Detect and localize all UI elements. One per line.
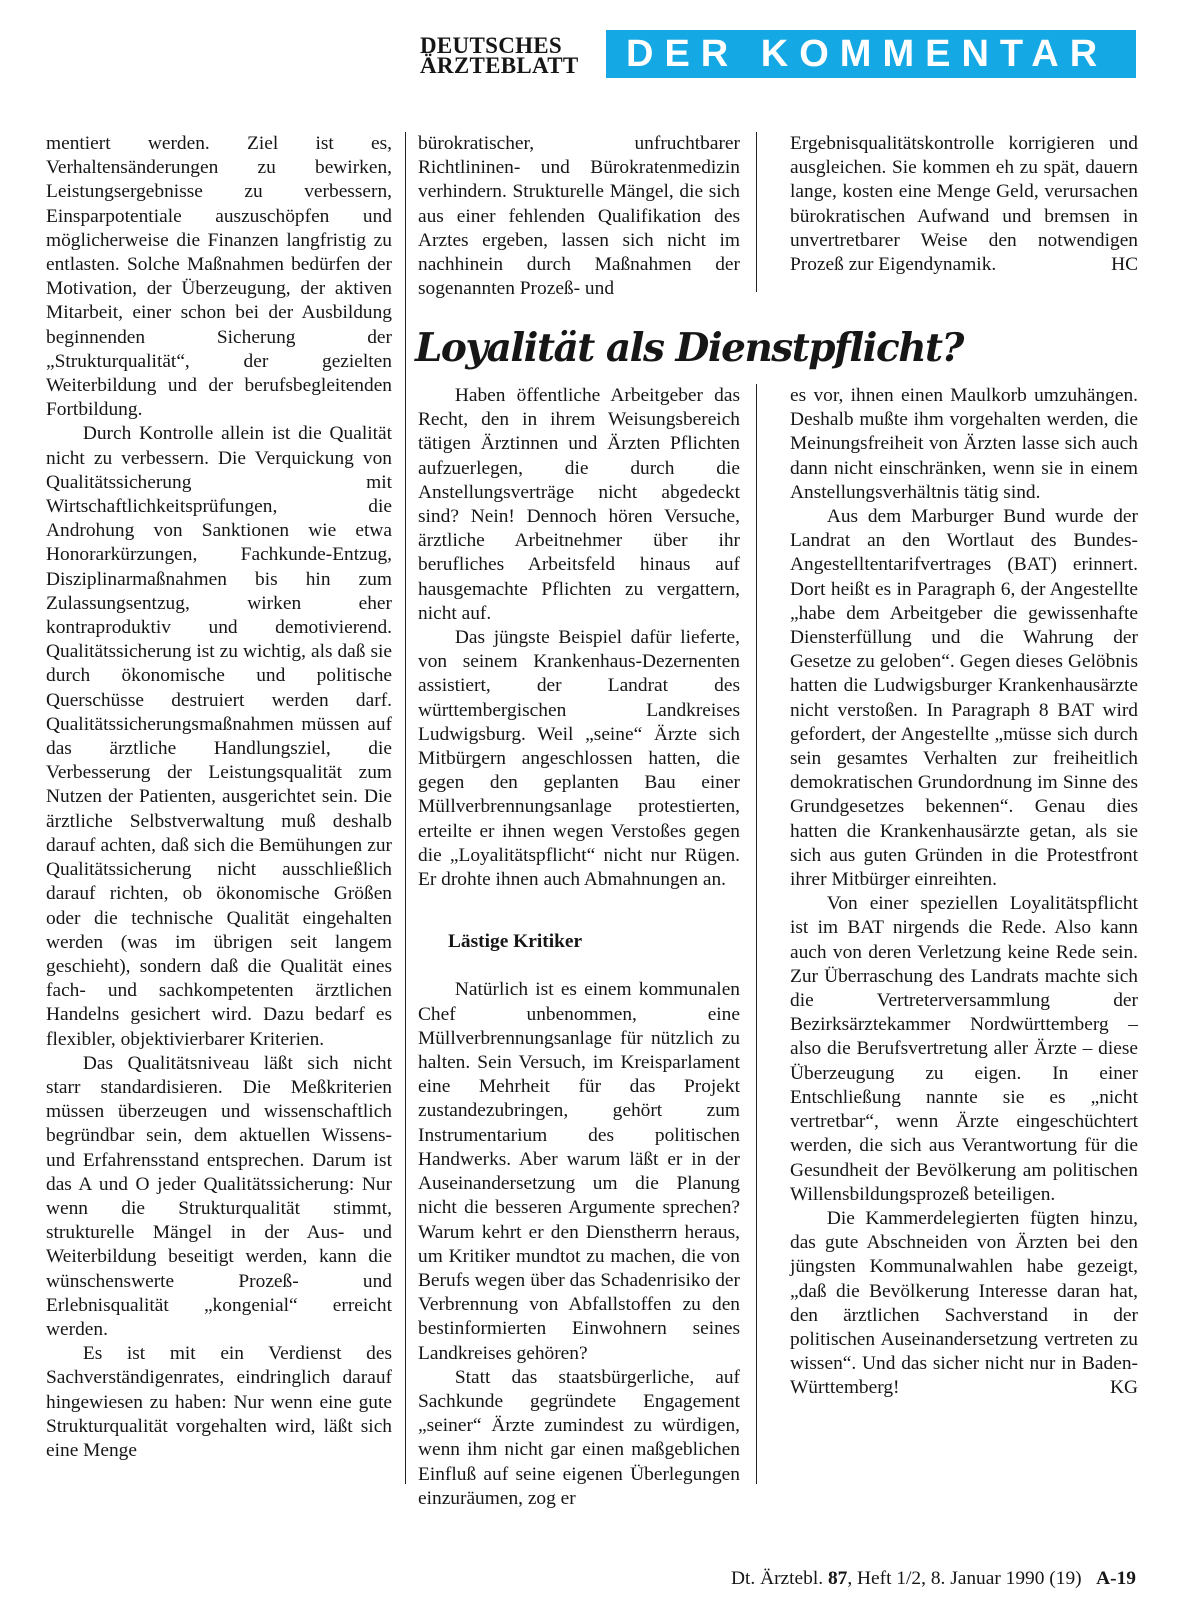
article1-column-1	[46, 132, 392, 1463]
paragraph: Natürlich ist es einem kommunalen Chef unbenommen, eine Müllverbrennungsanlage für nützlich zu halten. Sein Versuch, im Kreisparlament eine Mehrheit für das Projekt zustandezubringen, gehört zum Instrumentarium des politischen Handwerks. Aber warum läßt er in der Auseinandersetzung um die Planung nicht die besseren Argumente sprechen? Warum kehrt er den Dienstherrn heraus, um Kritiker mundtot zu machen, die von Berufs wegen über das Schadenrisiko der Verbrennung von Abfallstoffen zu den bestinformierten Einwohnern seines Landkreises gehören?	[418, 979, 740, 1364]
paragraph-text: Die Kammerdelegierten fügten hinzu, das gute Abschneiden von Ärzten bei den jüngsten Kommunalwahlen habe gezeigt, „daß die Bevölkerung Interesse daran hat, den ärztlichen Sachverstand in der politischen Auseinandersetzung vertreten zu wissen“. Und das sicher nicht nur in Baden-Württemberg!	[790, 1207, 1138, 1399]
subheading: Lästige Kritiker	[448, 931, 583, 953]
page-footer	[731, 1568, 1136, 1590]
brand-line-2: ÄRZTEBLATT	[420, 53, 579, 78]
column-rule	[405, 132, 406, 1484]
masthead	[420, 30, 1136, 80]
article-headline: Loyalität als Dienstpflicht?	[415, 325, 963, 371]
paragraph: Das jüngste Beispiel dafür lieferte, von seinem Krankenhaus-Dezernenten assistiert, der Landrat des württembergischen Landkreises Ludwigsburg. Weil „seine“ Ärzte sich Mitbürgern angeschlossen hatten, die gegen den geplanten Bau einer Müllverbrennungsanlage protestierten, erteilte er ihnen wegen Verstoßes gegen die „Loyalitätspflicht“ nicht nur Rügen. Er drohte ihnen auch Abmahnungen an.	[418, 627, 740, 891]
paragraph: Statt das staatsbürgerliche, auf Sachkunde gegründete Engagement „seiner“ Ärzte zumindest zu würdigen, wenn ihm nicht gar einen maßgeblichen Einfluß auf seine eigenen Überlegungen einzuräumen, zog er	[418, 1366, 740, 1509]
article2-column-2	[418, 384, 740, 1511]
article1-column-3	[790, 132, 1138, 277]
paragraph: Von einer speziellen Loyalitätspflicht ist im BAT nirgends die Rede. Also kann auch von deren Verletzung keine Rede sein. Zur Überraschung des Landrats machte sich die Vertreterversammlung der Bezirksärztekammer Nordwürttemberg – also die Berufsvertretung aller Ärzte – diese Überzeugung zu eigen. In einer Entschließung nannte sie es „nicht vertretbar“, wenn Ärzte eingeschüchtert werden, die sich aus Verantwortung für die Gesundheit der Bevölkerung am politischen Willensbildungsprozeß beteiligen.	[790, 893, 1138, 1205]
article2-column-3	[790, 384, 1138, 1401]
brand-line-1: DEUTSCHES	[420, 33, 563, 58]
author-signature: HC	[1111, 254, 1138, 276]
article1-column-2	[418, 132, 740, 301]
citation-rest: , Heft 1/2, 8. Januar 1990 (19)	[847, 1568, 1082, 1589]
section-banner: DER KOMMENTAR	[606, 30, 1136, 78]
brand-logo	[420, 33, 596, 78]
paragraph	[790, 132, 1138, 277]
paragraph: Das Qualitätsniveau läßt sich nicht starr standardisieren. Die Meßkriterien müssen überzeugen und wissenschaftlich begründbar sein, dem aktuellen Wissens- und Erfahrensstand entsprechen. Darum ist das A und O jeder Qualitätssicherung: Nur wenn die Strukturqualität stimmt, strukturelle Mängel in der Aus- und Weiterbildung beseitigt werden, kann die wünschenswerte Prozeß- und Erlebnisqualität „kongenial“ erreicht werden.	[46, 1052, 392, 1340]
paragraph: Durch Kontrolle allein ist die Qualität nicht zu verbessern. Die Verquickung von Qualitätssicherung mit Wirtschaftlichkeitsprüfungen, die Androhung von Sanktionen wie etwa Honorarkürzungen, Fachkunde-Entzug, Disziplinarmaßnahmen bis hin zum Zulassungsentzug, wirken eher kontraproduktiv und demotivierend. Qualitätssicherung ist zu wichtig, als daß sie durch ökonomische und politische Querschüsse destruiert werden darf. Qualitätssicherungsmaßnahmen müssen auf das ärztliche Handlungsziel, die Verbesserung der Leistungsqualität zum Nutzen der Patienten, ausgerichtet sein. Die ärztliche Selbstverwaltung muß deshalb darauf achten, daß sich die Bemühungen zur Qualitätssicherung nicht ausschließlich darauf richten, ob ökonomische Größen oder die technische Qualität eingehalten werden (was im übrigen seit langem geschieht), sondern daß die Qualität eines fach- und sachkompetenten ärztlichen Handelns gesichert wird. Dazu bedarf es flexibler, objektivierbarer Kriterien.	[46, 423, 392, 1050]
column-rule	[756, 132, 757, 292]
paragraph: mentiert werden. Ziel ist es, Verhaltensänderungen zu bewirken, Leistungsergebnisse zu verbessern, Einsparpotentiale auszuschöpfen und möglicherweise die Finanzen langfristig zu entlasten. Solche Maßnahmen bedürfen der Motivation, der Überzeugung, der aktiven Mitarbeit, einer schon bei der Ausbildung beginnenden Sicherung der „Strukturqualität“, der gezielten Weiterbildung und der berufsbegleitenden Fortbildung.	[46, 133, 392, 421]
paragraph: bürokratischer, unfruchtbarer Richtlininen- und Bürokratenmedizin verhindern. Strukturelle Mängel, die sich aus einer fehlenden Qualifikation des Arztes ergeben, lassen sich nicht im nachhinein durch Maßnahmen der sogenannten Prozeß- und	[418, 133, 740, 300]
author-signature: KG	[1109, 1377, 1138, 1399]
paragraph-text: Ergebnisqualitätskontrolle korrigieren und ausgleichen. Sie kommen eh zu spät, dauern lange, kosten eine Menge Geld, verursachen bürokratischen Aufwand und bremsen in unvertretbarer Weise den notwendigen Prozeß zur Eigendynamik.	[790, 133, 1138, 276]
paragraph: Haben öffentliche Arbeitgeber das Recht, den in ihrem Weisungsbereich tätigen Ärztinnen und Ärzten Pflichten aufzuerlegen, die durch die Anstellungsverträge nicht abgedeckt sind? Nein! Dennoch hören Versuche, ärztliche Arbeitnehmer über ihr berufliches Arbeitsfeld hinaus auf hausgemachte Pflichten zu vergattern, nicht auf.	[418, 385, 740, 624]
column-rule	[756, 384, 757, 1484]
citation-prefix: Dt. Ärztebl.	[731, 1568, 824, 1589]
paragraph: Aus dem Marburger Bund wurde der Landrat an den Wortlaut des Bundes-Angestelltentarifvertrages (BAT) erinnert. Dort heißt es in Paragraph 6, der Angestellte „habe dem Arbeitgeber die gewissenhafte Diensterfüllung und die Wahrung der Gesetze zu geloben“. Gegen dieses Gelöbnis hatten die Ludwigsburger Krankenhausärzte nicht verstoßen. In Paragraph 8 BAT wird gefordert, der Angestellte „müsse sich durch sein gesamtes Verhalten zur freiheitlich demokratischen Grundordnung im Sinne des Grundgesetzes bekennen“. Genau dies hatten die Krankenhausärzte getan, als sie sich aus guten Gründen in die Protestfront ihrer Mitbürger einreihten.	[790, 506, 1138, 891]
paragraph: es vor, ihnen einen Maulkorb umzuhängen. Deshalb mußte ihm vorgehalten werden, die Meinungsfreiheit von Ärzten lasse sich auch dann nicht einschränken, wenn sie in einem Anstellungsverhältnis tätig sind.	[790, 385, 1138, 503]
paragraph	[790, 1207, 1138, 1401]
paragraph: Es ist mit ein Verdienst des Sachverständigenrates, eindringlich darauf hingewiesen zu haben: Nur wenn eine gute Strukturqualität vorgehalten wird, läßt sich eine Menge	[46, 1343, 392, 1461]
page-number: A-19	[1096, 1568, 1136, 1589]
citation-volume: 87	[827, 1568, 848, 1589]
